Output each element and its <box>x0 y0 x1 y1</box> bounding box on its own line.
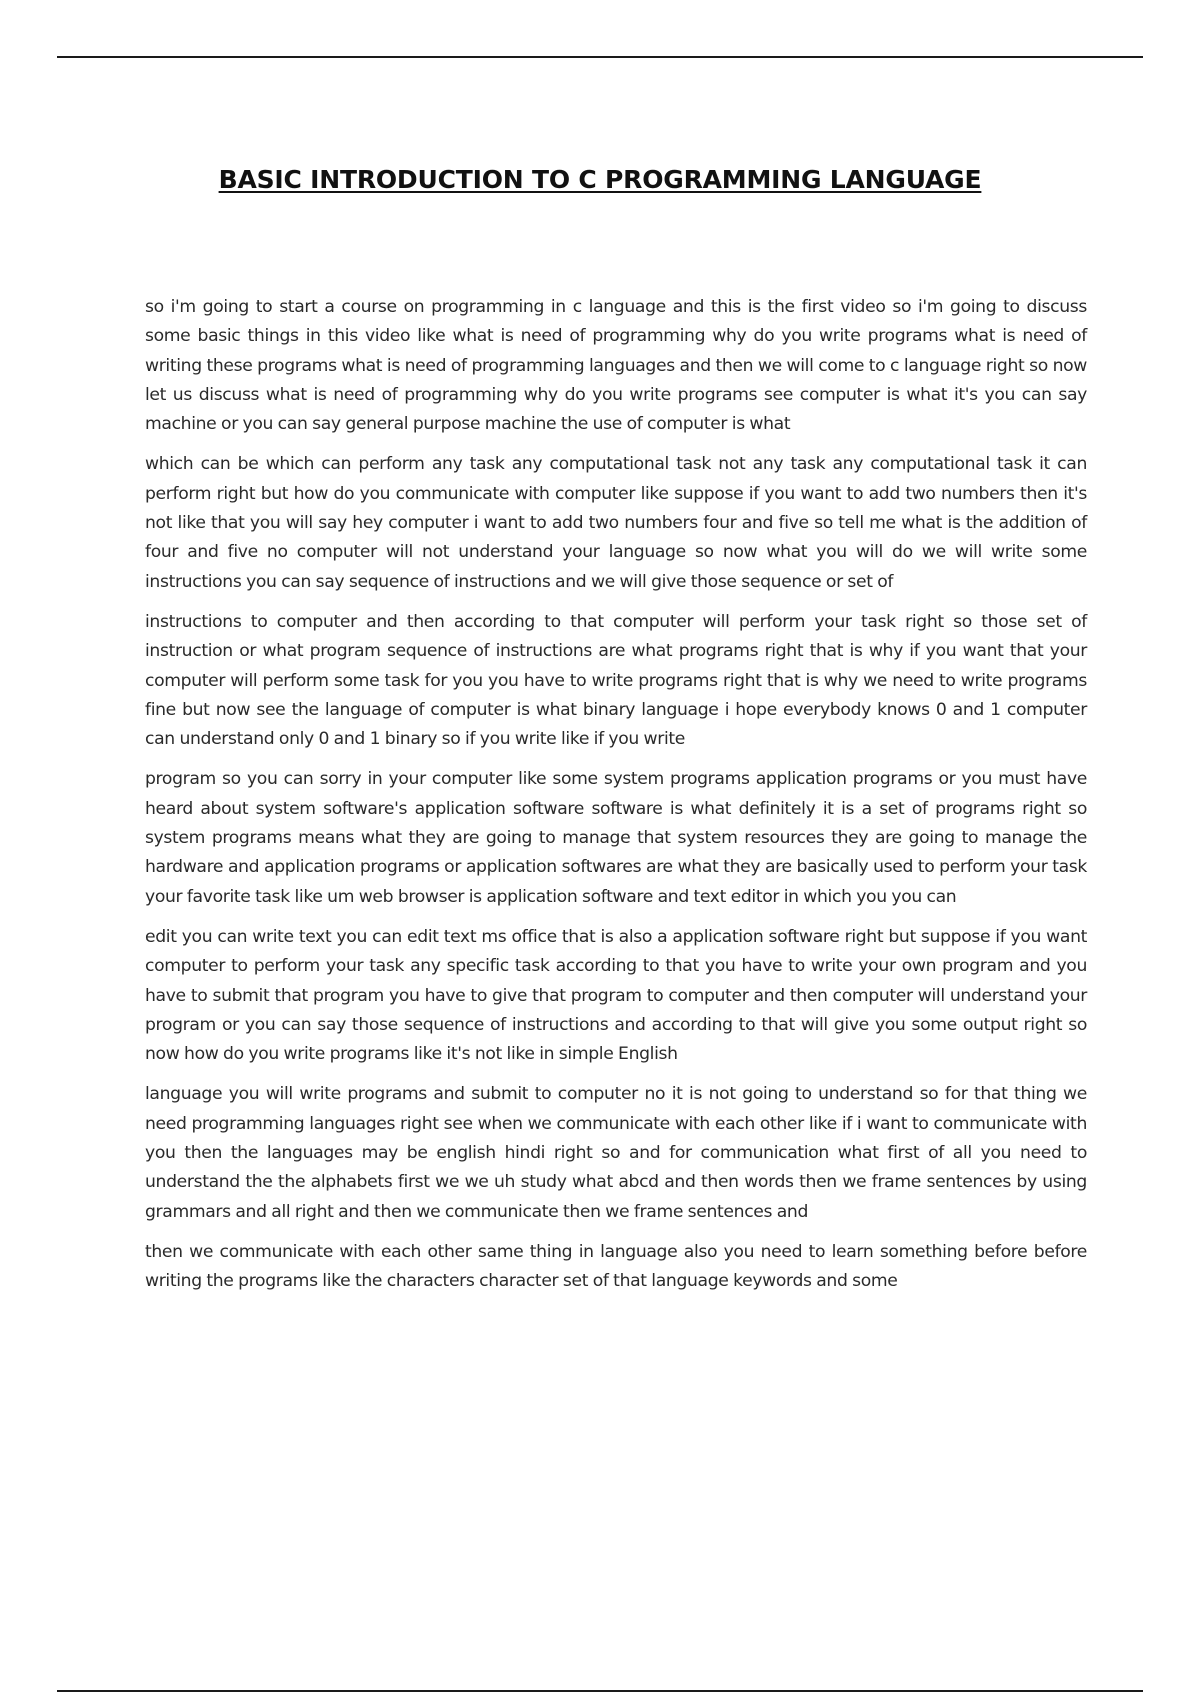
paragraph-3: instructions to computer and then according to that computer will perform your task right so those set of instruction or what program sequence of instructions are what programs right that is why if you want that your computer will perform some task for you you have to write programs right that is why we need to write programs fine but now see the language of computer is what binary language i hope everybody knows 0 and 1 computer can understand only 0 and 1 binary so if you write like if you write <box>145 611 1087 750</box>
paragraph-7: then we communicate with each other same thing in language also you need to learn something before before writing the programs like the characters character set of that language keywords and some <box>145 1241 1087 1292</box>
header-rule <box>57 56 1143 58</box>
paragraph-2: which can be which can perform any task any computational task not any task any computational task it can perform right but how do you communicate with computer like suppose if you want to add two numbers then it's not like that you will say hey computer i want to add two numbers four and five so tell me what is the addition of four and five no computer will not understand your language so now what you will do we will write some instructions you can say sequence of instructions and we will give those sequence or set of <box>145 454 1087 592</box>
page-title: BASIC INTRODUCTION TO C PROGRAMMING LANGUAGE <box>218 164 982 194</box>
paragraph-4: program so you can sorry in your computer like some system programs application programs or you must have heard about system software's application software software is what definitely it is a set of programs right so system programs means what they are going to manage that system resources they are going to manage the hardware and application programs or application softwares are what they are basically used to perform your task your favorite task like um web browser is application software and text editor in which you you can <box>145 769 1087 907</box>
paragraph-6: language you will write programs and submit to computer no it is not going to understand so for that thing we need programming languages right see when we communicate with each other like if i want to communicate with you then the languages may be english hindi right so and for communication what first of all you need to understand the the alphabets first we we uh study what abcd and then words then we frame sentences by using grammars and all right and then we communicate then we frame sentences and <box>145 1084 1087 1222</box>
footer-rule <box>57 1690 1143 1692</box>
paragraph-5: edit you can write text you can edit text ms office that is also a application software right but suppose if you want computer to perform your task any specific task according to that you have to write your own program and you have to submit that program you have to give that program to computer and then computer will understand your program or you can say those sequence of instructions and according to that will give you some output right so now how do you write programs like it's not like in simple English <box>145 926 1087 1065</box>
paragraph-1: so i'm going to start a course on programming in c language and this is the first video so i'm going to discuss some basic things in this video like what is need of programming why do you write programs what is need of writing these programs what is need of programming languages and then we will come to c language right so now let us discuss what is need of programming why do you write programs see computer is what it's you can say machine or you can say general purpose machine the use of computer is what <box>145 297 1087 435</box>
document-body <box>145 293 1087 1308</box>
